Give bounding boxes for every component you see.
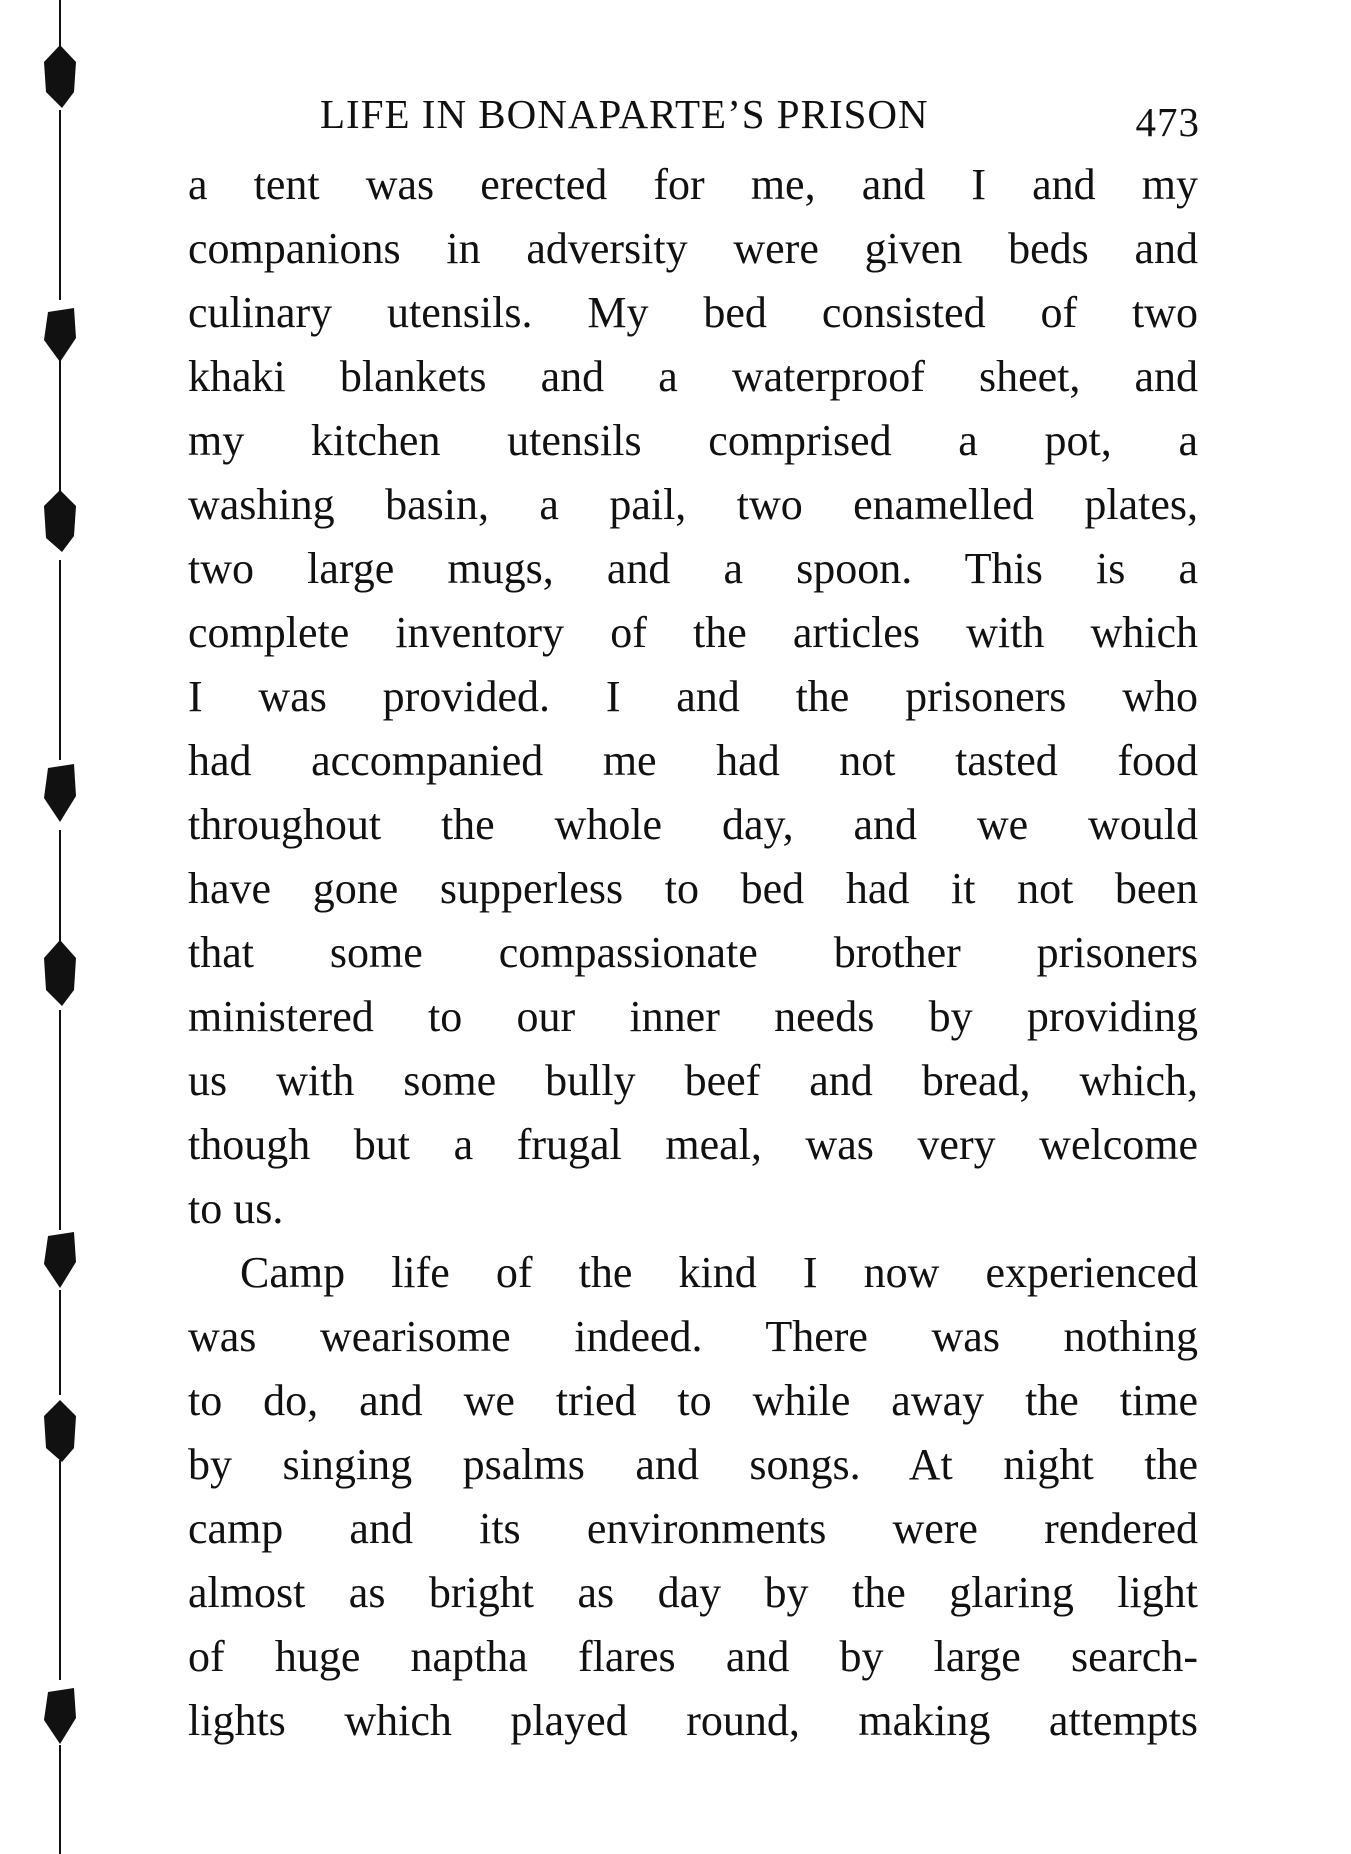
text-line: culinary utensils. My bed consisted of two — [188, 288, 1198, 337]
text-line: have gone supperless to bed had it not been — [188, 864, 1198, 913]
text-line: by singing psalms and songs. At night the — [188, 1440, 1198, 1489]
text-line: that some compassionate brother prisoners — [188, 928, 1198, 977]
text-line: my kitchen utensils comprised a pot, a — [188, 416, 1198, 465]
margin-border-decoration — [20, 0, 110, 1854]
text-line: I was provided. I and the prisoners who — [188, 672, 1198, 721]
page-header — [320, 82, 1210, 152]
text-line: companions in adversity were given beds and — [188, 224, 1198, 273]
text-line: us with some bully beef and bread, which, — [188, 1056, 1198, 1105]
text-line: camp and its environments were rendered — [188, 1504, 1198, 1553]
text-line: Camp life of the kind I now experienced — [240, 1248, 1198, 1297]
text-line: to do, and we tried to while away the time — [188, 1376, 1198, 1425]
text-line: almost as bright as day by the glaring light — [188, 1568, 1198, 1617]
text-line: of huge naptha flares and by large search- — [188, 1632, 1198, 1681]
text-line: two large mugs, and a spoon. This is a — [188, 544, 1198, 593]
beaded-margin-border-icon — [20, 0, 110, 1854]
page-number: 473 — [1135, 99, 1200, 145]
text-line: to us. — [188, 1184, 284, 1233]
body-text — [188, 153, 1198, 1753]
text-line: washing basin, a pail, two enamelled plates, — [188, 480, 1198, 529]
text-line: throughout the whole day, and we would — [188, 800, 1198, 849]
text-line: complete inventory of the articles with which — [188, 608, 1198, 657]
text-line: ministered to our inner needs by providing — [188, 992, 1198, 1041]
text-line: had accompanied me had not tasted food — [188, 736, 1198, 785]
text-line: a tent was erected for me, and I and my — [188, 160, 1198, 209]
text-line: lights which played round, making attempts — [188, 1696, 1198, 1745]
running-head: LIFE IN BONAPARTE’S PRISON — [320, 91, 929, 137]
text-line: khaki blankets and a waterproof sheet, and — [188, 352, 1198, 401]
text-line: though but a frugal meal, was very welcome — [188, 1120, 1198, 1169]
text-line: was wearisome indeed. There was nothing — [188, 1312, 1198, 1361]
